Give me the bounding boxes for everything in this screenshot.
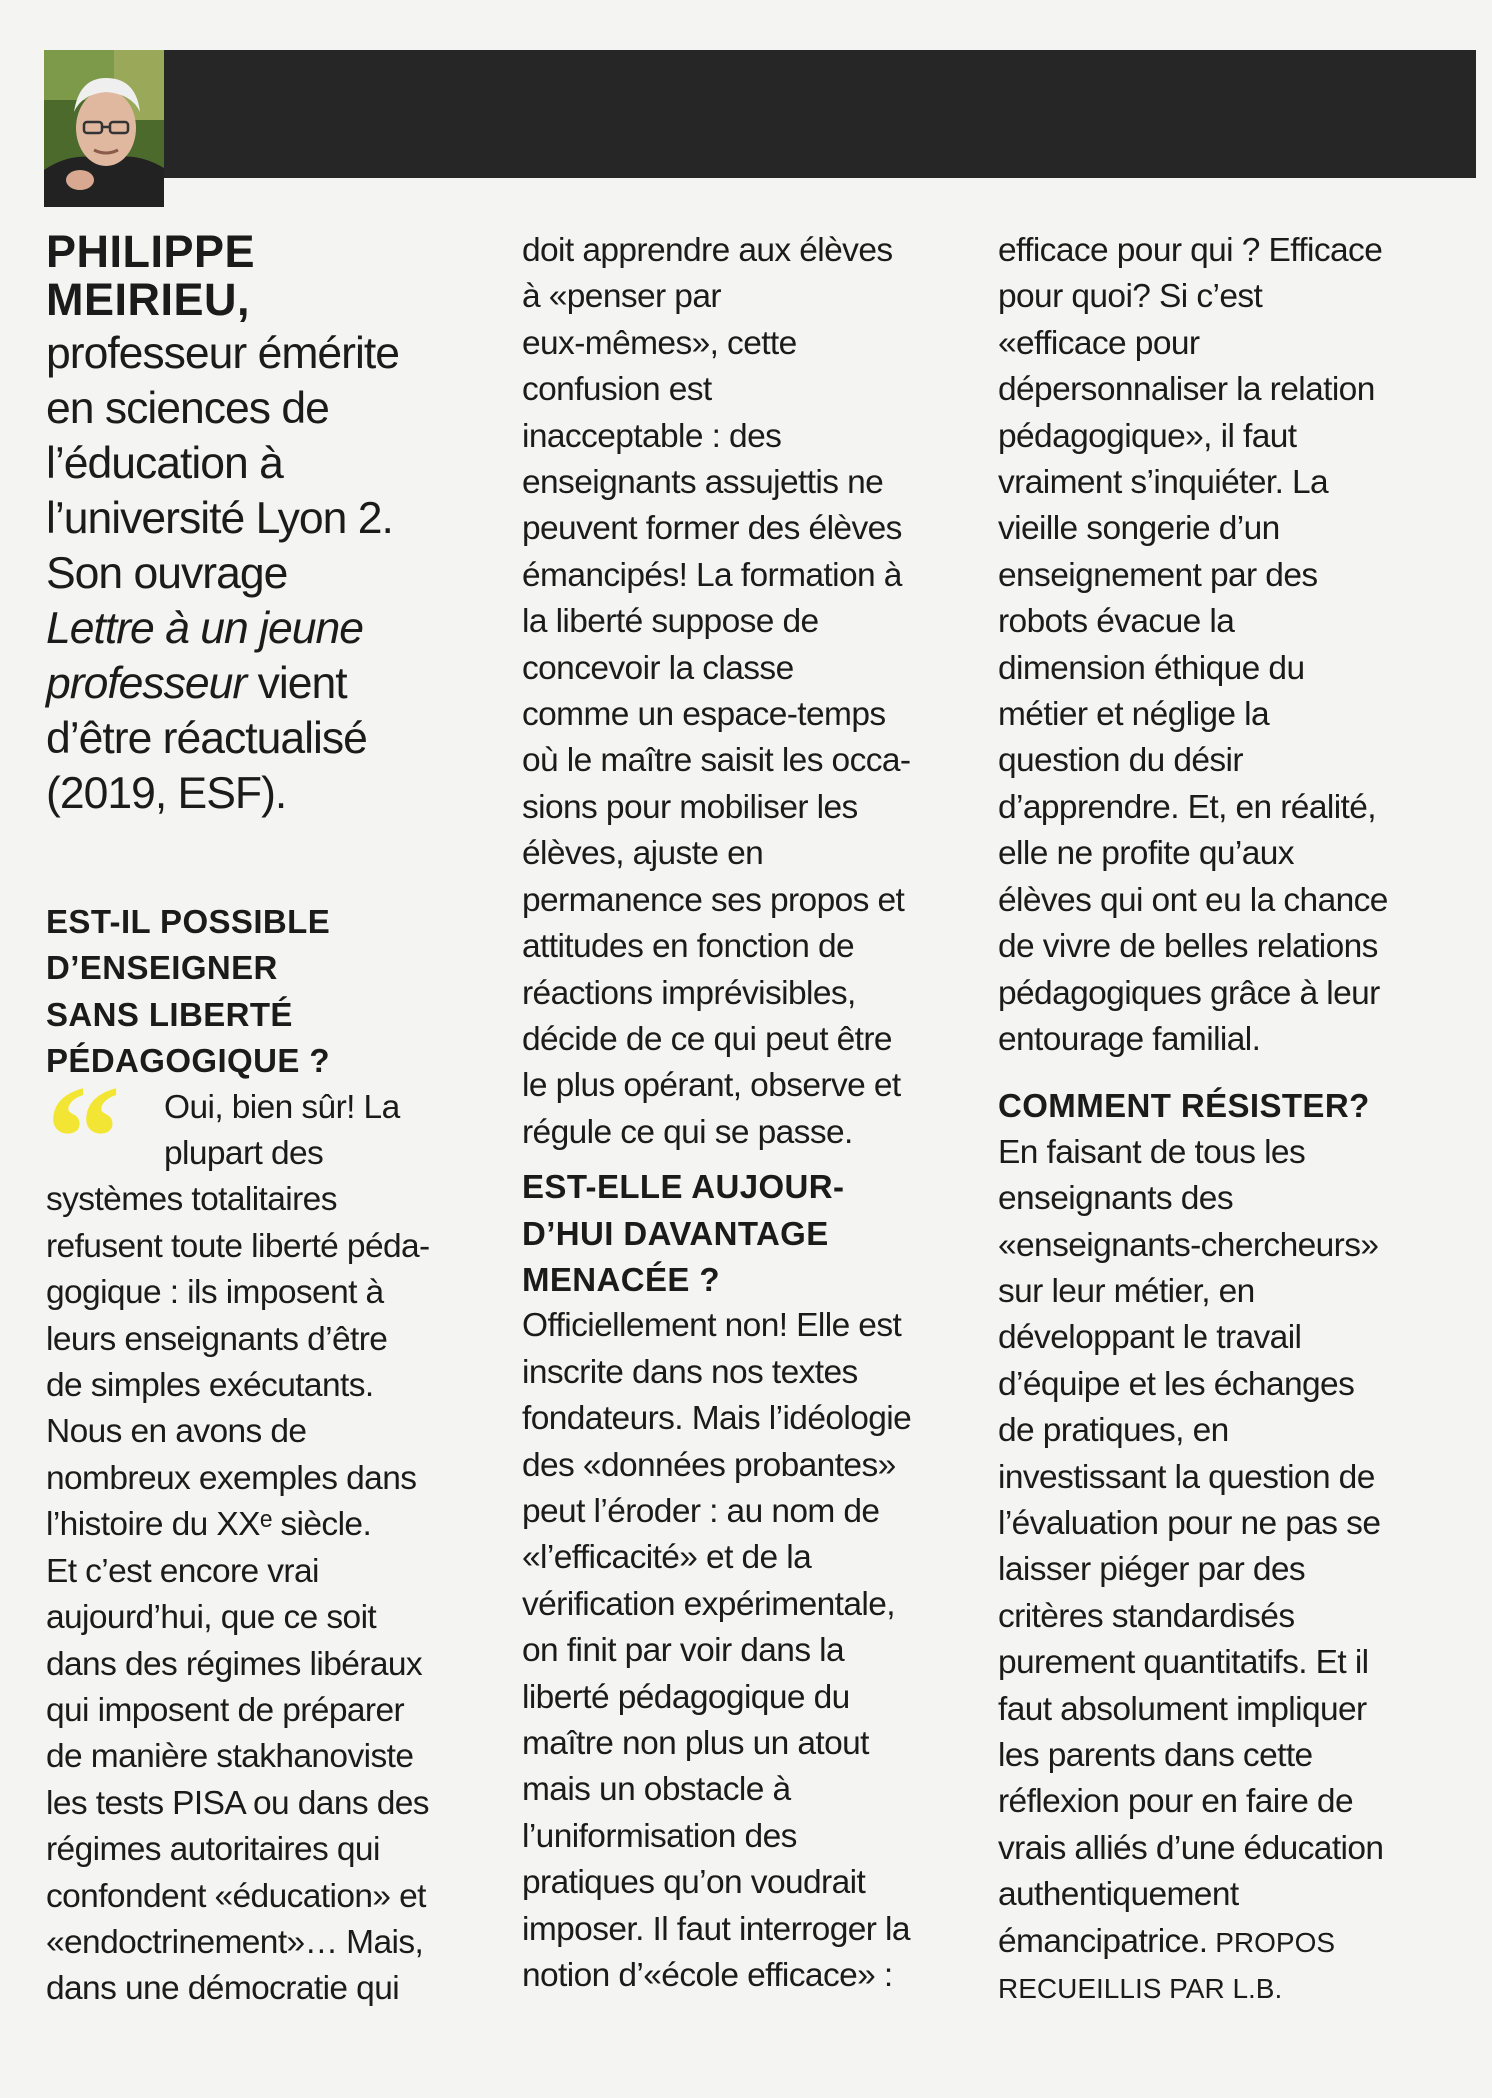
bio-line: en sciences de: [46, 384, 329, 433]
body-line: laisser piéger par des: [998, 1551, 1306, 1589]
body-line: leurs enseignants d’être: [46, 1320, 388, 1358]
body-line: pratiques qu’on voudrait: [522, 1864, 866, 1902]
body-line: de simples exécutants.: [46, 1367, 374, 1405]
bio-line: [46, 656, 474, 711]
body-line: décide de ce qui peut être: [522, 1020, 892, 1058]
body-line: émancipés! La formation à: [522, 556, 902, 594]
body-line: aujourd’hui, que ce soit: [46, 1599, 377, 1637]
bio-line: l’éducation à: [46, 439, 283, 488]
body-line: «enseignants-chercheurs»: [998, 1226, 1379, 1264]
body-line: dans une démocratie qui: [46, 1970, 400, 2008]
body-line: régule ce qui se passe.: [522, 1113, 853, 1151]
body-line: En faisant de tous les: [998, 1133, 1306, 1171]
body-line: de manière stakhanoviste: [46, 1738, 414, 1776]
body-line: l’évaluation pour ne pas se: [998, 1504, 1381, 1542]
header-bar: [44, 50, 1476, 178]
column-3: [998, 228, 1438, 2012]
body-line: de pratiques, en: [998, 1412, 1229, 1450]
question-line: D’HUI DAVANTAGE: [522, 1214, 829, 1252]
body-line: peuvent former des élèves: [522, 510, 902, 548]
body-line: question du désir: [998, 742, 1243, 780]
body-line: qui imposent de préparer: [46, 1691, 405, 1729]
question-3-heading: [998, 1083, 1438, 1129]
body-line: liberté pédagogique du: [522, 1678, 850, 1716]
body-line: le plus opérant, observe et: [522, 1067, 901, 1105]
body-line: peut l’éroder : au nom de: [522, 1492, 880, 1530]
body-line: sur leur métier, en: [998, 1272, 1255, 1310]
author-portrait: [44, 50, 164, 207]
body-text: émancipatrice.: [998, 1922, 1208, 1960]
body-line: systèmes totalitaires: [46, 1181, 337, 1219]
body-line: pédagogiques grâce à leur: [998, 974, 1380, 1012]
body-line: de vivre de belles relations: [998, 928, 1378, 966]
body-line: des «données probantes»: [522, 1446, 896, 1484]
body-line: vrais alliés d’une éducation: [998, 1829, 1384, 1867]
body-line: pédagogique», il faut: [998, 417, 1297, 455]
body-line: inacceptable : des: [522, 417, 782, 455]
body-line: pour quoi? Si c’est: [998, 278, 1263, 316]
body-line: «endoctrinement»… Mais,: [46, 1923, 424, 1961]
body-line: «l’efficacité» et de la: [522, 1539, 812, 1577]
body-line: authentiquement: [998, 1876, 1239, 1914]
body-line: dans des régimes libéraux: [46, 1645, 423, 1683]
question-line: MENACÉE ?: [522, 1260, 720, 1298]
body-line: Oui, bien sûr! La: [164, 1088, 400, 1126]
body-line: dépersonnaliser la relation: [998, 371, 1375, 409]
body-line: gogique : ils imposent à: [46, 1274, 384, 1312]
body-line: régimes autoritaires qui: [46, 1831, 380, 1869]
question-line: EST-IL POSSIBLE: [46, 903, 331, 940]
body-line: réflexion pour en faire de: [998, 1783, 1353, 1821]
body-line: enseignement par des: [998, 556, 1318, 594]
body-line: sions pour mobiliser les: [522, 788, 858, 826]
body-line: eux-mêmes», cette: [522, 324, 797, 362]
body-line: vraiment s’inquiéter. La: [998, 464, 1329, 502]
body-line: robots évacue la: [998, 603, 1235, 641]
body-line: métier et néglige la: [998, 696, 1270, 734]
body-line: permanence ses propos et: [522, 881, 905, 919]
body-line: vieille songerie d’un: [998, 510, 1280, 548]
body-line: Et c’est encore vrai: [46, 1552, 319, 1590]
body-line-with-credit: [998, 1919, 1438, 1966]
body-line: l’uniformisation des: [522, 1817, 797, 1855]
body-line: entourage familial.: [998, 1020, 1261, 1058]
body-line: notion d’«école efficace» :: [522, 1957, 893, 1995]
column-1: [46, 228, 474, 2013]
body-line: fondateurs. Mais l’idéologie: [522, 1400, 912, 1438]
body-line: attitudes en fonction de: [522, 928, 855, 966]
question-line: SANS LIBERTÉ: [46, 995, 293, 1033]
bio-line: Son ouvrage: [46, 549, 288, 598]
body-line: enseignants des: [998, 1180, 1233, 1218]
body-line: l’histoire du XXᵉ siècle.: [46, 1506, 372, 1544]
body-line: mais un obstacle à: [522, 1771, 791, 1809]
answer-1: [46, 1054, 474, 2013]
body-line: les tests PISA ou dans des: [46, 1784, 429, 1822]
book-title: Lettre à un jeune: [46, 604, 364, 653]
body-line: faut absolument impliquer: [998, 1690, 1367, 1728]
question-line: COMMENT RÉSISTER?: [998, 1087, 1370, 1125]
bio-text: vient: [246, 659, 347, 708]
question-2-heading: [522, 1164, 960, 1303]
bio-line: (2019, ESF).: [46, 769, 287, 818]
body-line: Officiellement non! Elle est: [522, 1307, 902, 1345]
question-line: D’ENSEIGNER: [46, 949, 278, 987]
body-line: d’équipe et les échanges: [998, 1365, 1355, 1403]
credit-text: RECUEILLIS PAR L.B.: [998, 1973, 1283, 2005]
body-line: plupart des: [164, 1135, 324, 1173]
body-line: où le maître saisit les occa-: [522, 742, 911, 780]
bio-line: d’être réactualisé: [46, 714, 367, 763]
body-line: critères standardisés: [998, 1597, 1295, 1635]
answer-3: [998, 1130, 1438, 2013]
body-line: «efficace pour: [998, 324, 1200, 362]
body-line: confondent «éducation» et: [46, 1877, 426, 1915]
body-line: doit apprendre aux élèves: [522, 232, 893, 269]
body-line: on finit par voir dans la: [522, 1632, 845, 1670]
body-line: la liberté suppose de: [522, 603, 819, 641]
body-line: Nous en avons de: [46, 1413, 307, 1451]
author-name-line-1: PHILIPPE: [46, 226, 256, 277]
bio-line: professeur émérite: [46, 329, 399, 378]
quote-mark-icon: “: [46, 1054, 121, 1221]
body-line: enseignants assujettis ne: [522, 464, 884, 502]
body-line: imposer. Il faut interroger la: [522, 1910, 910, 1948]
answer-1-continued: [522, 228, 960, 1156]
answer-2: [522, 1303, 960, 1999]
body-line: confusion est: [522, 371, 712, 409]
question-line: PÉDAGOGIQUE ?: [46, 1042, 330, 1080]
body-line: elle ne profite qu’aux: [998, 835, 1294, 873]
book-title: professeur: [46, 659, 247, 708]
column-2: [522, 228, 960, 1999]
answer-2-continued: [998, 228, 1438, 1063]
body-line: les parents dans cette: [998, 1737, 1313, 1774]
body-line: nombreux exemples dans: [46, 1459, 417, 1497]
body-line: concevoir la classe: [522, 649, 794, 687]
body-line: vérification expérimentale,: [522, 1585, 895, 1623]
book-title-line: [46, 601, 474, 656]
bio-line: l’université Lyon 2.: [46, 494, 393, 543]
credit-text: PROPOS: [1207, 1926, 1336, 1958]
body-line: efficace pour qui ? Efficace: [998, 232, 1383, 269]
body-line: refusent toute liberté péda-: [46, 1227, 430, 1265]
body-line: à «penser par: [522, 278, 721, 316]
question-line: EST-ELLE AUJOUR-: [522, 1168, 845, 1206]
body-line: maître non plus un atout: [522, 1725, 869, 1762]
body-line: d’apprendre. Et, en réalité,: [998, 788, 1377, 826]
body-line: investissant la question de: [998, 1458, 1375, 1496]
body-line: réactions imprévisibles,: [522, 974, 856, 1012]
body-line: élèves, ajuste en: [522, 835, 764, 873]
body-line: inscrite dans nos textes: [522, 1353, 858, 1391]
body-line: développant le travail: [998, 1319, 1302, 1357]
body-line: purement quantitatifs. Et il: [998, 1644, 1369, 1682]
body-line: comme un espace-temps: [522, 696, 886, 734]
body-line: dimension éthique du: [998, 649, 1305, 687]
author-name-line-2: MEIRIEU,: [46, 274, 251, 325]
body-line: élèves qui ont eu la chance: [998, 881, 1388, 919]
author-bio: [46, 326, 474, 821]
